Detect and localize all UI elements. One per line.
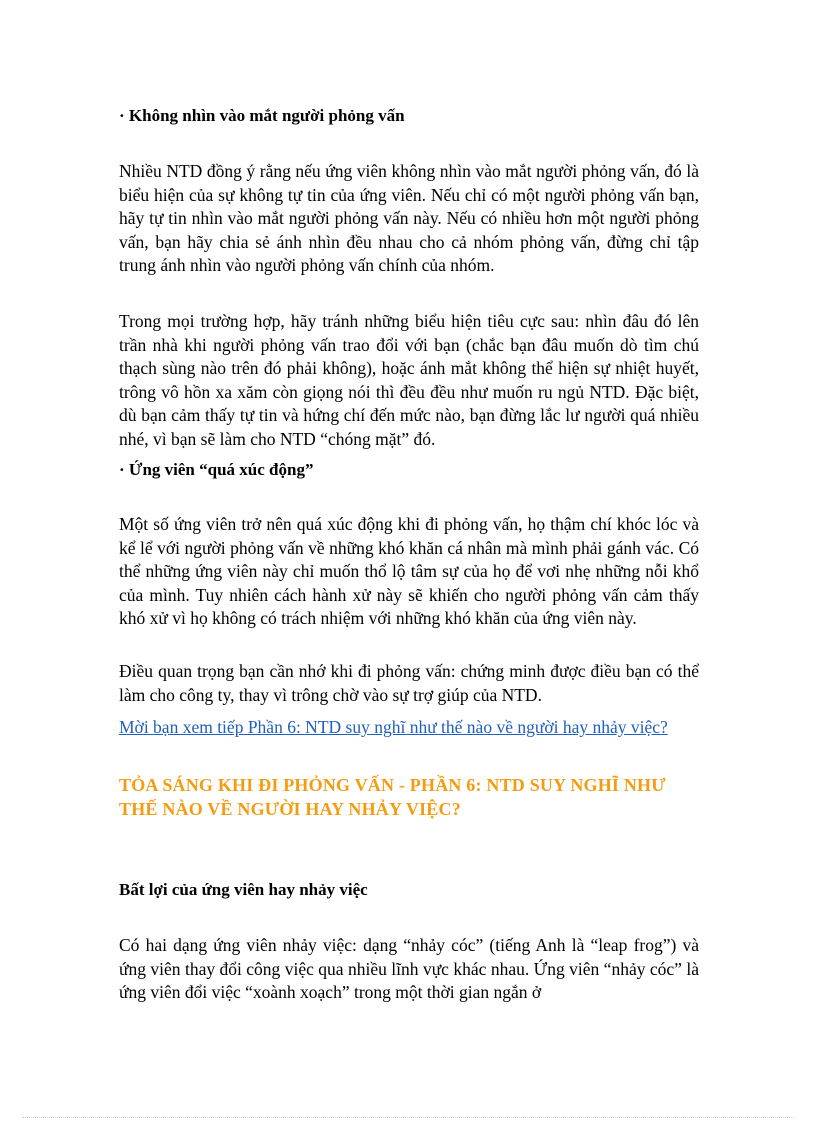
paragraph-job-hopping-1: Có hai dạng ứng viên nhảy việc: dạng “nhảy cóc” (tiếng Anh là “leap frog”) và ứng viên thay đổi công việc qua nhiều lĩnh vực khác nhau. Ứng viên “nhảy cóc” là ứng viên đổi việc “xoành xoạch” trong một thời gian ngắn ở [119, 935, 699, 1002]
section-heading-job-hopping: Bất lợi của ứng viên hay nhảy việc [119, 880, 368, 899]
section-heading-eye-contact: · Không nhìn vào mắt người phỏng vấn [119, 106, 405, 125]
next-part-link-container [119, 716, 699, 740]
paragraph-emotional-1: Một số ứng viên trở nên quá xúc động khi đi phỏng vấn, họ thậm chí khóc lóc và kể lể với người phỏng vấn về những khó khăn cá nhân mà mình phải gánh vác. Có thể những ứng viên này chỉ muốn thổ lộ tâm sự của họ để vơi nhẹ những nỗi khổ của mình. Tuy nhiên cách hành xử này sẽ khiến cho người phỏng vấn cảm thấy khó xử vì họ không có trách nhiệm với những khó khăn của ứng viên này. [119, 514, 699, 628]
paragraph-eye-contact-1: Nhiều NTD đồng ý rằng nếu ứng viên không nhìn vào mắt người phỏng vấn, đó là biểu hiện của sự không tự tin của ứng viên. Nếu chỉ có một người phỏng vấn bạn, hãy tự tin nhìn vào mắt người phỏng vấn này. Nếu có nhiều hơn một người phỏng vấn, bạn hãy chia sẻ ánh nhìn đều nhau cho cả nhóm phỏng vấn, đừng chỉ tập trung ánh nhìn vào người phỏng vấn chính của nhóm. [119, 161, 699, 275]
page-footer-divider [22, 1117, 794, 1118]
article-title: TỎA SÁNG KHI ĐI PHỎNG VẤN - PHẦN 6: NTD SUY NGHĨ NHƯ THẾ NÀO VỀ NGƯỜI HAY NHẢY VIỆC? [119, 775, 666, 819]
section-heading-emotional: · Ứng viên “quá xúc động” [119, 460, 314, 479]
next-part-link[interactable]: Mời bạn xem tiếp Phần 6: NTD suy nghĩ như thế nào về người hay nhảy việc? [119, 717, 668, 737]
paragraph-eye-contact-2: Trong mọi trường hợp, hãy tránh những biểu hiện tiêu cực sau: nhìn đâu đó lên trần nhà khi người phỏng vấn trao đổi với bạn (chắc bạn đâu muốn dò tìm chú thạch sùng nào trên đó phải không), hoặc ánh mắt không thể hiện sự nhiệt huyết, trông vô hồn xa xăm còn giọng nói thì đều đều như muốn ru ngủ NTD. Đặc biệt, dù bạn cảm thấy tự tin và hứng chí đến mức nào, bạn đừng lắc lư người quá nhiều nhé, vì bạn sẽ làm cho NTD “chóng mặt” đó. [119, 311, 699, 449]
paragraph-emotional-2: Điều quan trọng bạn cần nhớ khi đi phỏng vấn: chứng minh được điều bạn có thể làm cho công ty, thay vì trông chờ vào sự trợ giúp của NTD. [119, 661, 699, 705]
